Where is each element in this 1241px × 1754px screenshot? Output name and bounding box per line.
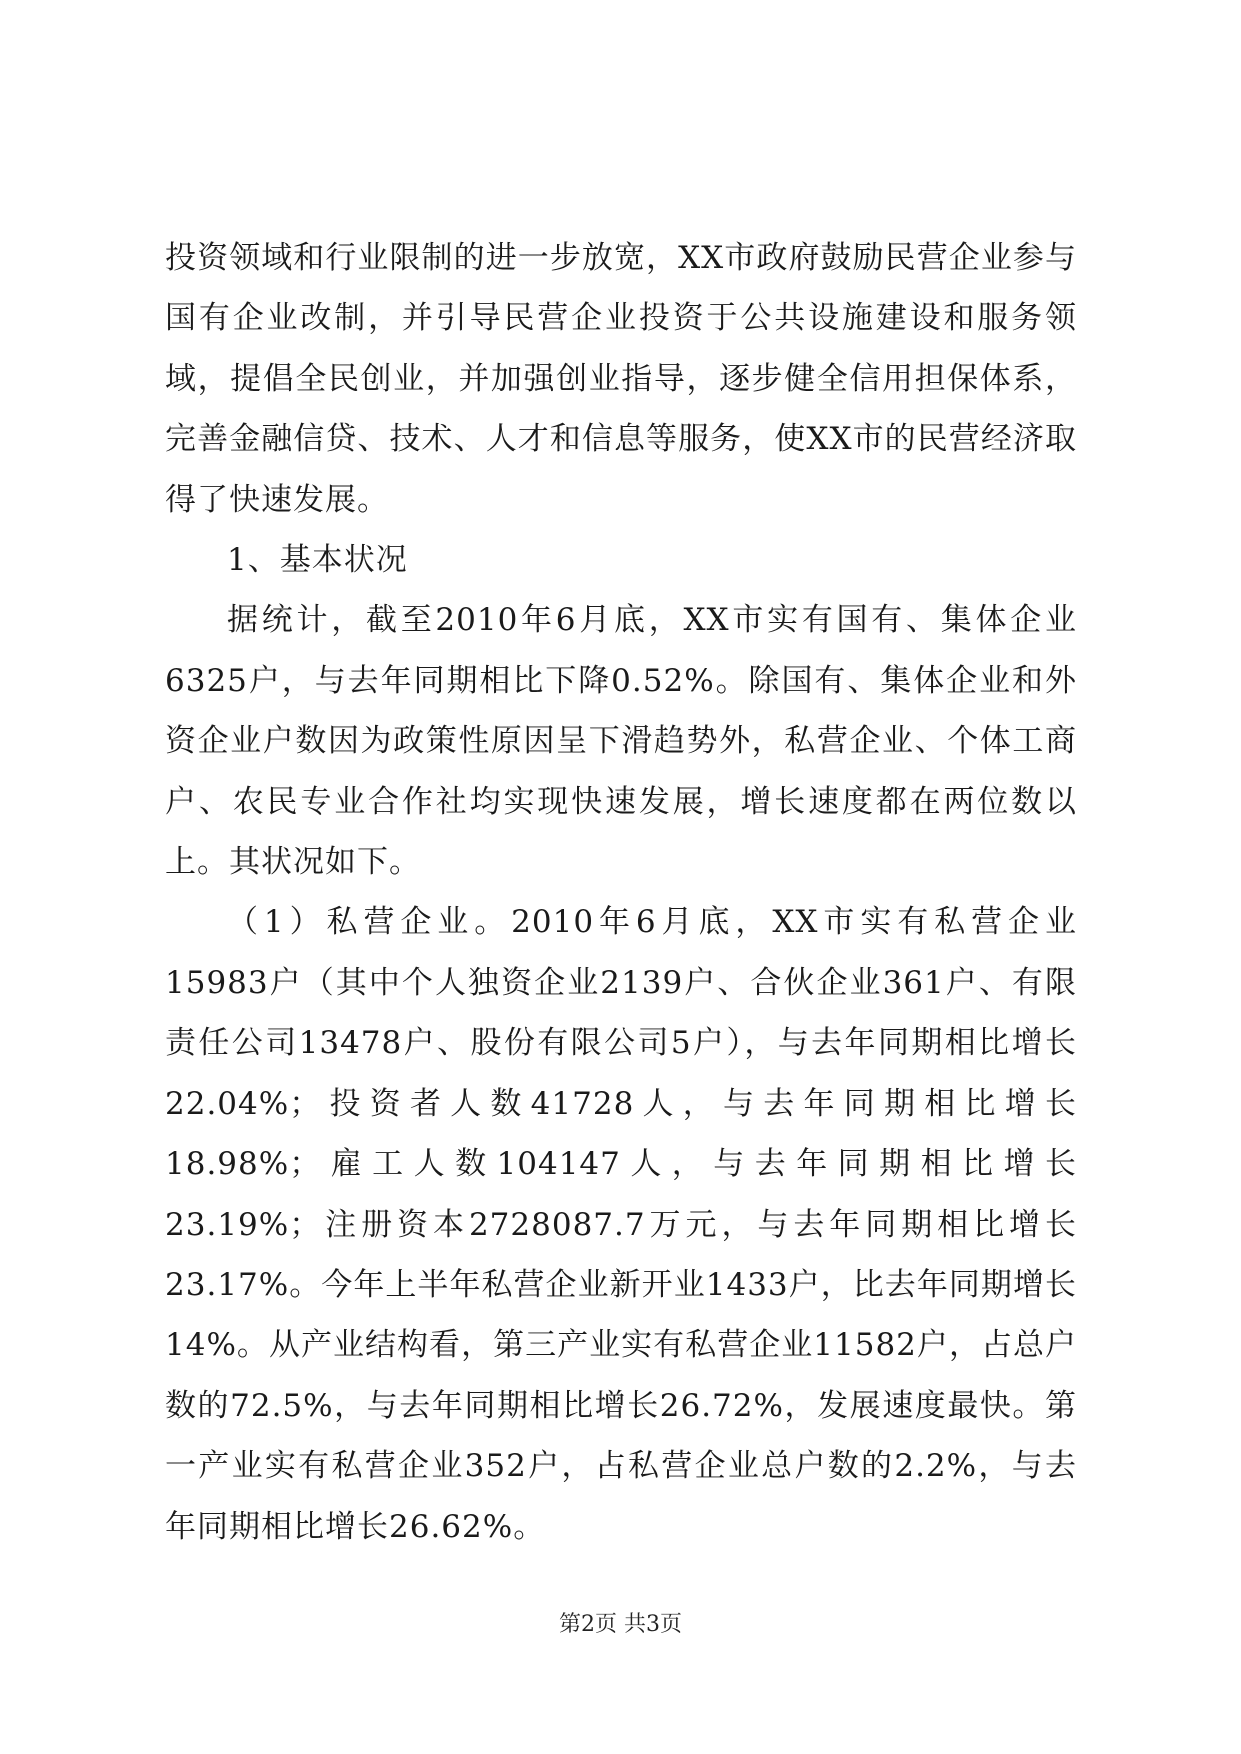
document-body xyxy=(165,228,1077,1557)
paragraph-private-enterprises: （1）私营企业。2010年6月底，XX市实有私营企业15983户（其中个人独资企业2139户、合伙企业361户、有限责任公司13478户、股份有限公司5户），与去年同期相比增长22.04%；投资者人数41728人，与去年同期相比增长18.98%；雇工人数104147人，与去年同期相比增长23.19%；注册资本2728087.7万元，与去年同期相比增长23.17%。今年上半年私营企业新开业1433户，比去年同期增长14%。从产业结构看，第三产业实有私营企业11582户，占总户数的72.5%，与去年同期相比增长26.72%，发展速度最快。第一产业实有私营企业352户，占私营企业总户数的2.2%，与去年同期相比增长26.62%。 xyxy=(165,904,1077,1545)
paragraph-continuation: 投资领域和行业限制的进一步放宽，XX市政府鼓励民营企业参与国有企业改制，并引导民营企业投资于公共设施建设和服务领域，提倡全民创业，并加强创业指导，逐步健全信用担保体系，完善金融信贷、技术、人才和信息等服务，使XX市的民营经济取得了快速发展。 xyxy=(165,240,1077,518)
page-footer: 第2页 共3页 xyxy=(559,1612,682,1637)
section-heading-basic-status: 1、基本状况 xyxy=(227,542,408,579)
paragraph-statistics: 据统计，截至2010年6月底，XX市实有国有、集体企业6325户，与去年同期相比下降0.52%。除国有、集体企业和外资企业户数因为政策性原因呈下滑趋势外，私营企业、个体工商户、农民专业合作社均实现快速发展，增长速度都在两位数以上。其状况如下。 xyxy=(165,602,1077,881)
